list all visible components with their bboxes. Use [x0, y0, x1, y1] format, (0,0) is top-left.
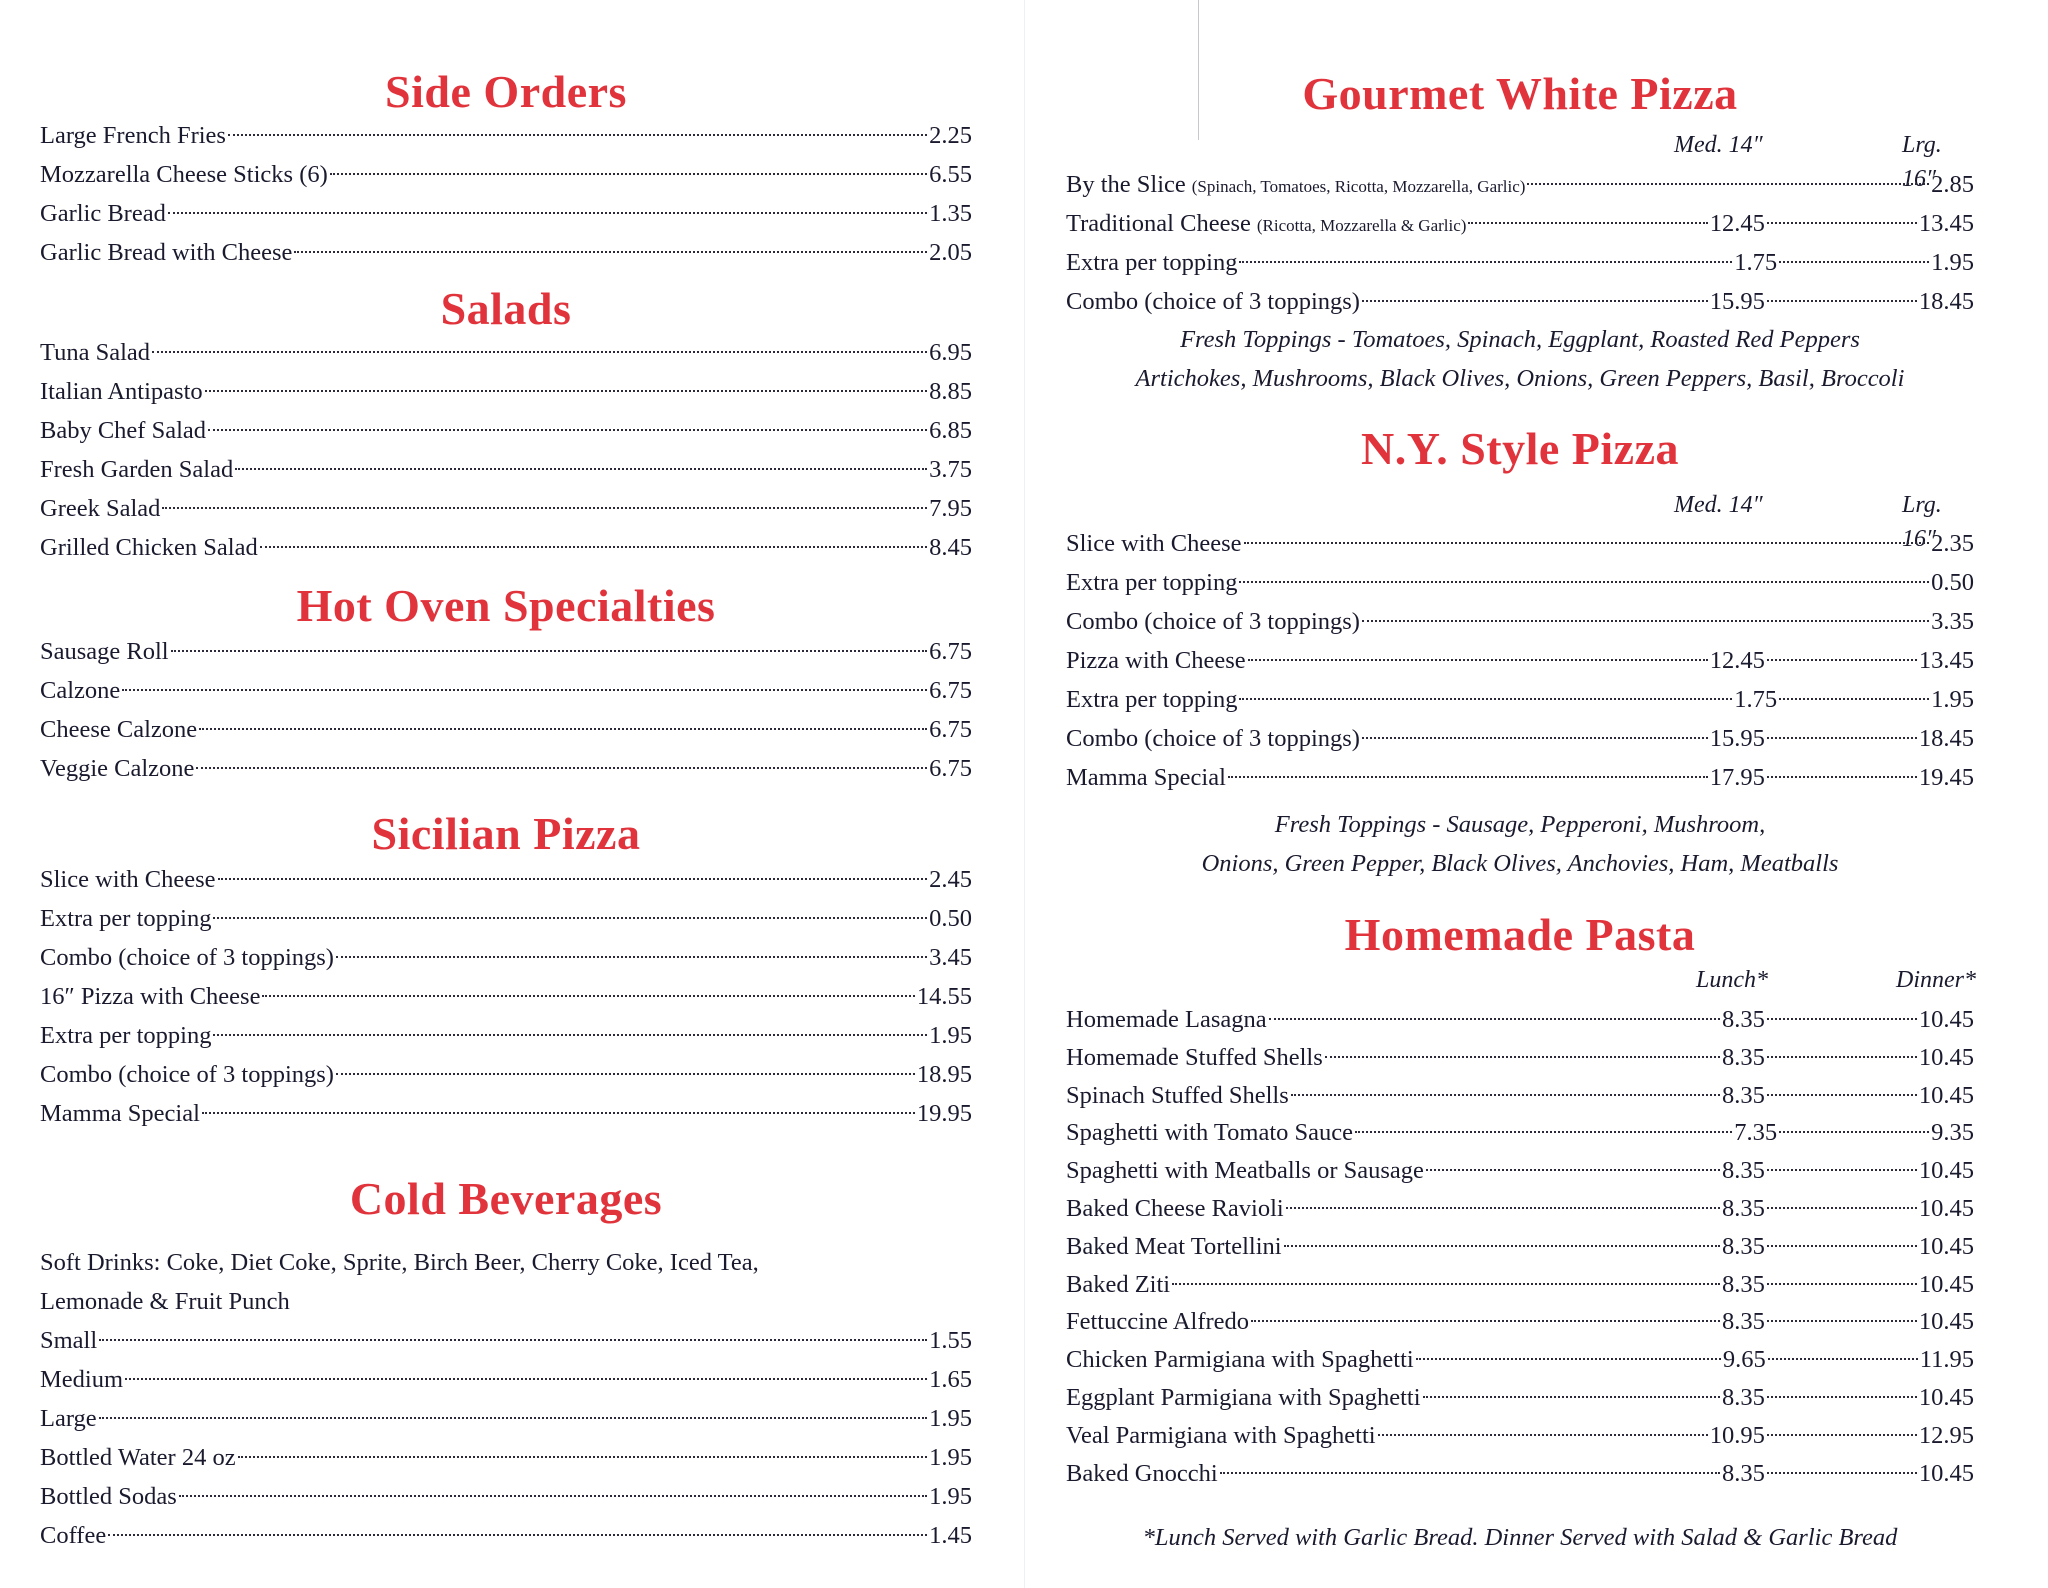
dot-leader — [1767, 1018, 1917, 1020]
menu-item-name: Combo (choice of 3 toppings) — [40, 1061, 334, 1088]
menu-item-name: Garlic Bread — [40, 200, 166, 227]
dot-leader — [1767, 1094, 1917, 1096]
dot-leader — [1325, 1056, 1720, 1058]
menu-item-name: Cheese Calzone — [40, 716, 198, 743]
menu-item-name: By the Slice — [1066, 171, 1186, 198]
menu-item-row — [1066, 1302, 1974, 1341]
dot-leader — [336, 956, 927, 958]
menu-item-price-first: 1.75 — [1734, 686, 1778, 713]
menu-item-row — [40, 1360, 972, 1399]
dot-leader — [235, 468, 927, 470]
menu-item-name: Coffee — [40, 1522, 107, 1549]
menu-item-name: Bottled Water 24 oz — [40, 1444, 236, 1471]
dot-leader — [1767, 737, 1917, 739]
menu-item-row — [1066, 165, 1974, 204]
menu-item-row — [1066, 1113, 1974, 1152]
menu-item-row — [1066, 243, 1974, 282]
menu-item-price: 6.75 — [929, 716, 972, 743]
dot-leader — [1239, 581, 1929, 583]
section-title-sicilian: Sicilian Pizza — [371, 808, 641, 859]
dot-leader — [162, 507, 927, 509]
menu-item-price-first: 12.45 — [1709, 210, 1765, 237]
menu-item-name: Slice with Cheese — [1066, 530, 1242, 557]
dot-leader — [294, 251, 927, 253]
menu-item-row — [1066, 524, 1974, 563]
menu-item-name: Sausage Roll — [40, 638, 169, 665]
dot-leader — [108, 1534, 927, 1536]
menu-item-price-second: 13.45 — [1918, 210, 1974, 237]
dot-leader — [1286, 1207, 1720, 1209]
dot-leader — [1378, 1434, 1708, 1436]
dot-leader — [199, 728, 927, 730]
menu-item-price-first: 8.35 — [1722, 1006, 1765, 1033]
menu-item-row — [40, 860, 972, 899]
menu-item-price: 1.95 — [929, 1022, 972, 1049]
menu-item-price-second: 1.95 — [1931, 686, 1974, 713]
dot-leader — [1779, 698, 1929, 700]
page-fold — [1024, 0, 1025, 1588]
gourmet-toppings-line-1: Fresh Toppings - Tomatoes, Spinach, Eggplant, Roasted Red Peppers — [1180, 326, 1860, 353]
dot-leader — [1767, 1169, 1917, 1171]
menu-item-name: Baked Ziti — [1066, 1270, 1171, 1298]
menu-item-price: 3.45 — [929, 944, 972, 971]
soft-drinks-line-2: Lemonade & Fruit Punch — [40, 1288, 290, 1315]
menu-item-row — [1066, 719, 1974, 758]
dot-leader — [122, 689, 927, 691]
menu-item-row — [1066, 641, 1974, 680]
menu-item-name: Calzone — [40, 677, 121, 704]
dot-leader — [330, 173, 927, 175]
dot-leader — [1767, 1056, 1917, 1058]
menu-item-price-first: 8.35 — [1722, 1270, 1765, 1298]
menu-item-price: 18.95 — [916, 1061, 972, 1088]
menu-item-price: 1.95 — [929, 1444, 972, 1471]
menu-item-name: Large — [40, 1405, 97, 1432]
menu-item-name: Extra per topping — [1066, 686, 1238, 713]
menu-item-name: Extra per topping — [1066, 249, 1238, 276]
menu-item-row — [40, 749, 972, 788]
dot-leader — [202, 1112, 915, 1114]
menu-item-price: 8.45 — [929, 534, 972, 561]
dot-leader — [1767, 1472, 1917, 1474]
menu-item-price-second: 10.45 — [1918, 1308, 1974, 1336]
menu-item-price-first: 8.35 — [1722, 1384, 1765, 1411]
dot-leader — [1239, 698, 1732, 700]
menu-item-row — [1066, 1340, 1974, 1379]
menu-item-row — [40, 489, 972, 528]
gourmet-size-medium: Med. 14″ — [1674, 132, 1763, 158]
menu-item-row — [40, 671, 972, 710]
dot-leader — [218, 878, 928, 880]
menu-item-name: Baby Chef Salad — [40, 417, 207, 444]
menu-item-name: Garlic Bread with Cheese — [40, 239, 293, 266]
dot-leader — [1767, 1245, 1917, 1247]
menu-item-price-second: 10.45 — [1918, 1043, 1974, 1071]
menu-item-name: Slice with Cheese — [40, 866, 216, 893]
menu-item-name: Veal Parmigiana with Spaghetti — [1066, 1421, 1376, 1449]
menu-item-name: Fresh Garden Salad — [40, 456, 234, 483]
menu-item-row — [1066, 1076, 1974, 1115]
menu-item-name: 16″ Pizza with Cheese — [40, 983, 261, 1010]
menu-item-row — [40, 1399, 972, 1438]
menu-item-row — [40, 899, 972, 938]
dot-leader — [228, 134, 927, 136]
menu-item-name: Pizza with Cheese — [1066, 647, 1246, 674]
menu-item-row — [40, 1321, 972, 1360]
dot-leader — [1779, 1131, 1929, 1133]
menu-item-price-second: 10.45 — [1918, 1232, 1974, 1260]
pasta-col-lunch: Lunch* — [1696, 967, 1768, 993]
menu-item-row — [1066, 680, 1974, 719]
dot-leader — [213, 917, 927, 919]
menu-item-row — [40, 1094, 972, 1133]
menu-item-price-first: 8.35 — [1722, 1232, 1765, 1260]
dot-leader — [1172, 1283, 1720, 1285]
menu-item-row — [40, 1477, 972, 1516]
dot-leader — [179, 1495, 927, 1497]
menu-item-price-second: 13.45 — [1918, 647, 1974, 674]
menu-item-row — [1066, 1151, 1974, 1190]
menu-item-price: 8.85 — [929, 378, 972, 405]
menu-item-name: Tuna Salad — [40, 339, 151, 366]
dot-leader — [171, 650, 928, 652]
menu-item-name: Fettuccine Alfredo — [1066, 1308, 1250, 1336]
menu-item-row — [1066, 1454, 1974, 1493]
menu-item-price: 6.75 — [929, 677, 972, 704]
menu-item-price: 1.65 — [929, 1366, 972, 1393]
gourmet-size-large: Lrg. 16″ — [1902, 132, 1942, 192]
menu-item-row — [1066, 1416, 1974, 1455]
dot-leader — [1768, 1358, 1918, 1360]
menu-item-name: Spinach Stuffed Shells — [1066, 1081, 1289, 1109]
menu-item-row — [40, 528, 972, 567]
menu-item-row — [1066, 1378, 1974, 1417]
menu-item-price-second: 10.45 — [1918, 1459, 1974, 1487]
menu-item-name: Baked Cheese Ravioli — [1066, 1195, 1284, 1222]
ny-size-large: Lrg. 16″ — [1902, 492, 1942, 552]
menu-item-note: (Ricotta, Mozzarella & Garlic) — [1256, 216, 1467, 235]
dot-leader — [1355, 1131, 1732, 1133]
dot-leader — [1362, 300, 1708, 302]
menu-item-price: 14.55 — [916, 983, 972, 1010]
menu-item-price: 6.75 — [929, 755, 972, 782]
menu-item-name: Baked Gnocchi — [1066, 1459, 1218, 1487]
menu-item-price-second: 18.45 — [1918, 725, 1974, 752]
dot-leader — [1423, 1396, 1720, 1398]
section-title-salads: Salads — [440, 283, 572, 334]
menu-item-price: 19.95 — [916, 1100, 972, 1127]
dot-leader — [125, 1378, 927, 1380]
menu-item-row — [1066, 758, 1974, 797]
menu-item-price: 6.85 — [929, 417, 972, 444]
dot-leader — [1468, 222, 1707, 224]
gourmet-toppings-line-2: Artichokes, Mushrooms, Black Olives, Onions, Green Peppers, Basil, Broccoli — [1135, 365, 1905, 392]
menu-item-price-second: 12.95 — [1918, 1421, 1974, 1449]
menu-item-price-second: 10.45 — [1918, 1006, 1974, 1033]
menu-item-price-second: 0.50 — [1931, 569, 1974, 596]
menu-item-price-first: 8.35 — [1722, 1043, 1765, 1071]
menu-item-name: Spaghetti with Tomato Sauce — [1066, 1119, 1354, 1147]
menu-item-price-second: 10.45 — [1918, 1195, 1974, 1222]
menu-item-price: 1.55 — [929, 1327, 972, 1354]
dot-leader — [99, 1417, 927, 1419]
menu-item-name: Combo (choice of 3 toppings) — [1066, 725, 1360, 752]
menu-item-price-first: 7.35 — [1734, 1119, 1778, 1147]
menu-item-name: Medium — [40, 1366, 124, 1393]
menu-item-row — [40, 116, 972, 155]
menu-item-row — [40, 411, 972, 450]
pasta-footnote: *Lunch Served with Garlic Bread. Dinner Served with Salad & Garlic Bread — [1142, 1524, 1898, 1551]
menu-item-price: 1.35 — [929, 200, 972, 227]
menu-item-price-first: 9.65 — [1722, 1346, 1766, 1374]
menu-item-row — [40, 233, 972, 272]
menu-item-name: Bottled Sodas — [40, 1483, 177, 1510]
menu-item-name: Combo (choice of 3 toppings) — [40, 944, 334, 971]
menu-item-price-second: 11.95 — [1919, 1346, 1974, 1374]
menu-item-name: Mamma Special — [40, 1100, 200, 1127]
menu-item-row — [40, 1055, 972, 1094]
ny-size-medium: Med. 14″ — [1674, 492, 1763, 518]
menu-item-row — [40, 710, 972, 749]
menu-item-name: Extra per topping — [1066, 569, 1238, 596]
dot-leader — [1767, 1320, 1917, 1322]
menu-item-price: 1.45 — [929, 1522, 972, 1549]
menu-item-name: Extra per topping — [40, 905, 212, 932]
menu-item-price-first: 15.95 — [1709, 288, 1765, 315]
menu-item-price: 7.95 — [929, 495, 972, 522]
dot-leader — [168, 212, 927, 214]
menu-item-price-second: 2.35 — [1931, 530, 1974, 557]
dot-leader — [1767, 1283, 1917, 1285]
menu-item-price-second: 2.85 — [1931, 171, 1974, 198]
dot-leader — [1767, 776, 1917, 778]
dot-leader — [1251, 1320, 1720, 1322]
dot-leader — [208, 429, 927, 431]
menu-item-name: Mamma Special — [1066, 764, 1226, 791]
menu-item-price: 2.45 — [929, 866, 972, 893]
menu-item-price: 6.95 — [929, 339, 972, 366]
menu-item-price-second: 10.45 — [1918, 1157, 1974, 1185]
menu-item-row — [40, 194, 972, 233]
dot-leader — [262, 995, 914, 997]
menu-item-row — [1066, 602, 1974, 641]
menu-item-name: Homemade Stuffed Shells — [1066, 1043, 1323, 1071]
menu-item-price-first: 17.95 — [1709, 764, 1765, 791]
menu-item-price: 3.75 — [929, 456, 972, 483]
menu-item-row — [40, 1016, 972, 1055]
menu-item-row — [1066, 204, 1974, 243]
menu-item-note: (Spinach, Tomatoes, Ricotta, Mozzarella, Garlic) — [1191, 177, 1526, 196]
soft-drinks-line-1: Soft Drinks: Coke, Diet Coke, Sprite, Birch Beer, Cherry Coke, Iced Tea, — [40, 1249, 759, 1276]
section-title-beverages: Cold Beverages — [349, 1173, 663, 1224]
menu-item-name: Chicken Parmigiana with Spaghetti — [1066, 1346, 1414, 1374]
menu-item-row — [40, 977, 972, 1016]
menu-item-name: Italian Antipasto — [40, 378, 203, 405]
menu-item-row — [40, 1516, 972, 1555]
section-title-side-orders: Side Orders — [385, 66, 627, 117]
menu-item-name: Combo (choice of 3 toppings) — [1066, 608, 1360, 635]
dot-leader — [1767, 1396, 1917, 1398]
menu-item-row — [40, 450, 972, 489]
menu-item-price: 1.95 — [929, 1483, 972, 1510]
ny-toppings-line-2: Onions, Green Pepper, Black Olives, Anchovies, Ham, Meatballs — [1201, 850, 1839, 877]
dot-leader — [205, 390, 928, 392]
section-title-pasta: Homemade Pasta — [1344, 909, 1696, 960]
dot-leader — [336, 1073, 915, 1075]
menu-item-row — [1066, 1189, 1974, 1228]
menu-item-price-second: 10.45 — [1918, 1384, 1974, 1411]
menu-item-name: Combo (choice of 3 toppings) — [1066, 288, 1360, 315]
menu-item-row — [40, 372, 972, 411]
section-title-gourmet-white: Gourmet White Pizza — [1302, 68, 1738, 119]
menu-item-name: Baked Meat Tortellini — [1066, 1232, 1282, 1260]
menu-item-name: Spaghetti with Meatballs or Sausage — [1066, 1157, 1424, 1185]
menu-item-name: Homemade Lasagna — [1066, 1006, 1267, 1033]
dot-leader — [1767, 1434, 1917, 1436]
menu-item-row — [40, 1438, 972, 1477]
dot-leader — [1426, 1169, 1720, 1171]
dot-leader — [1248, 659, 1708, 661]
menu-item-name: Eggplant Parmigiana with Spaghetti — [1066, 1384, 1421, 1411]
menu-item-price-first: 8.35 — [1722, 1081, 1765, 1109]
menu-item-price: 6.55 — [929, 161, 972, 188]
dot-leader — [1291, 1094, 1720, 1096]
menu-item-price-first: 8.35 — [1722, 1459, 1765, 1487]
menu-item-price: 2.25 — [929, 122, 972, 149]
menu-item-price: 1.95 — [929, 1405, 972, 1432]
menu-item-price: 0.50 — [929, 905, 972, 932]
dot-leader — [1362, 620, 1929, 622]
menu-item-row — [1066, 1038, 1974, 1077]
pasta-col-dinner: Dinner* — [1896, 967, 1976, 993]
menu-item-row — [1066, 282, 1974, 321]
dot-leader — [1228, 776, 1708, 778]
menu-item-price-second: 3.35 — [1931, 608, 1974, 635]
menu-item-price-first: 8.35 — [1722, 1308, 1765, 1336]
dot-leader — [1767, 1207, 1917, 1209]
menu-item-price: 2.05 — [929, 239, 972, 266]
menu-item-price-second: 9.35 — [1931, 1119, 1974, 1147]
menu-item-price-first: 15.95 — [1709, 725, 1765, 752]
menu-item-name: Small — [40, 1327, 98, 1354]
menu-item-price: 6.75 — [929, 638, 972, 665]
dot-leader — [1244, 542, 1930, 544]
menu-item-name: Mozzarella Cheese Sticks (6) — [40, 161, 328, 188]
menu-item-name: Large French Fries — [40, 122, 226, 149]
menu-item-price-first: 8.35 — [1722, 1195, 1765, 1222]
menu-item-row — [40, 938, 972, 977]
dot-leader — [213, 1034, 927, 1036]
menu-item-price-second: 19.45 — [1918, 764, 1974, 791]
ny-toppings-line-1: Fresh Toppings - Sausage, Pepperoni, Mushroom, — [1274, 811, 1766, 838]
dot-leader — [1779, 261, 1929, 263]
menu-item-name: Greek Salad — [40, 495, 161, 522]
menu-item-price-second: 18.45 — [1918, 288, 1974, 315]
dot-leader — [1527, 183, 1929, 185]
menu-item-row — [1066, 563, 1974, 602]
dot-leader — [1362, 737, 1708, 739]
menu-item-price-first: 8.35 — [1722, 1157, 1765, 1185]
section-title-hot-oven: Hot Oven Specialties — [296, 580, 716, 631]
dot-leader — [260, 546, 927, 548]
section-title-ny-style: N.Y. Style Pizza — [1360, 423, 1680, 474]
dot-leader — [1284, 1245, 1720, 1247]
dot-leader — [1239, 261, 1732, 263]
dot-leader — [196, 767, 927, 769]
menu-item-price-second: 10.45 — [1918, 1270, 1974, 1298]
menu-item-name: Grilled Chicken Salad — [40, 534, 258, 561]
menu-item-price-first: 12.45 — [1709, 647, 1765, 674]
dot-leader — [99, 1339, 927, 1341]
menu-item-row — [40, 155, 972, 194]
dot-leader — [238, 1456, 928, 1458]
menu-item-row — [1066, 1265, 1974, 1304]
menu-item-name: Veggie Calzone — [40, 755, 195, 782]
menu-item-row — [40, 333, 972, 372]
dot-leader — [1767, 659, 1917, 661]
menu-item-price-second: 10.45 — [1918, 1081, 1974, 1109]
dot-leader — [1767, 300, 1917, 302]
dot-leader — [152, 351, 927, 353]
dot-leader — [1269, 1018, 1720, 1020]
dot-leader — [1416, 1358, 1721, 1360]
menu-item-price-first: 10.95 — [1709, 1421, 1765, 1449]
menu-item-row — [1066, 1000, 1974, 1039]
dot-leader — [1767, 222, 1917, 224]
menu-item-price-first: 1.75 — [1734, 249, 1778, 276]
menu-item-row — [40, 632, 972, 671]
menu-item-row — [1066, 1227, 1974, 1266]
menu-item-price-second: 1.95 — [1931, 249, 1974, 276]
menu-item-name: Extra per topping — [40, 1022, 212, 1049]
menu-item-name: Traditional Cheese — [1066, 210, 1251, 237]
dot-leader — [1220, 1472, 1720, 1474]
